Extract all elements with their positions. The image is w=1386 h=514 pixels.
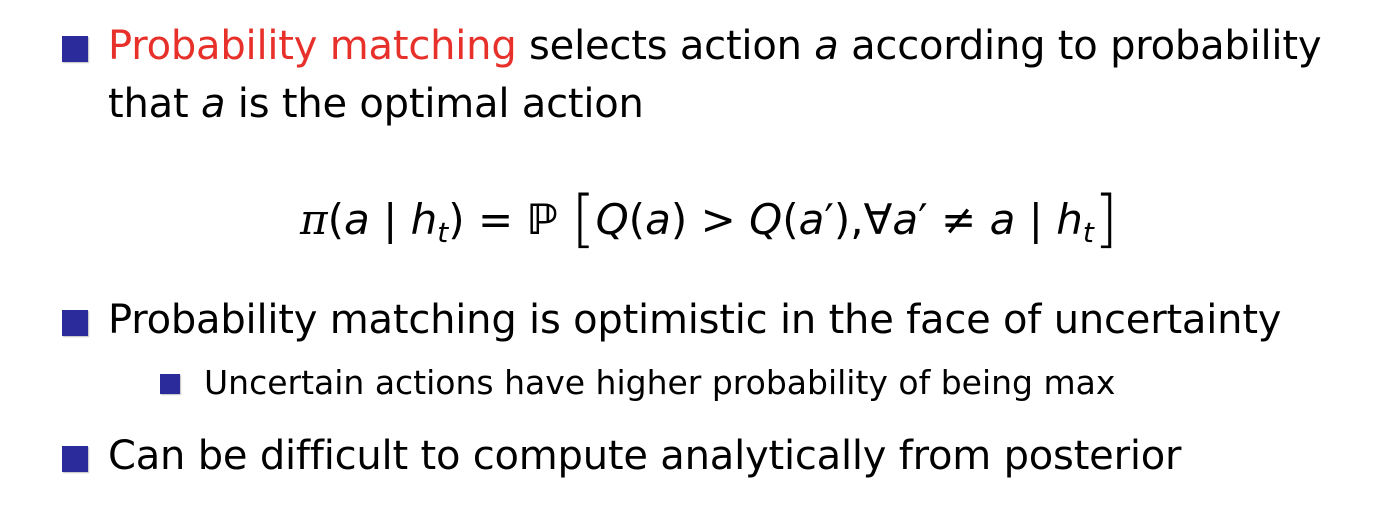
bullet-line-1 [108,18,1321,74]
bullet-text: selects action [516,23,815,69]
formula-paren: ) [833,195,851,244]
bullet-square-icon [62,36,88,62]
bullet-text: according to probability [838,23,1322,69]
formula-var: a [989,195,1016,244]
formula-var: a [344,195,370,244]
bullet-square-icon [62,446,88,472]
formula-bar: | [383,195,398,244]
sub-bullet-text: Uncertain actions have higher probability of being max [204,363,1116,402]
formula-neq: ≠ [941,195,977,244]
formula-paren: ( [782,195,799,244]
formula-var: a [798,195,825,244]
formula-var: Q [749,195,783,244]
formula-equals: = [477,195,514,244]
formula-paren: ) [670,195,688,244]
italic-variable: a [200,81,226,127]
formula-var: h [1056,195,1083,244]
highlight-term: Probability matching [108,23,517,69]
formula-var: Q [595,195,629,244]
formula-paren: ( [628,195,646,244]
bullet-text: Can be difficult to compute analytically from posterior [108,433,1182,479]
bullet-line-2 [108,76,644,132]
formula-left-bracket: [ [571,182,596,255]
bullet-square-icon [62,310,88,336]
formula-var: a [892,195,919,244]
formula-probability: ℙ [526,195,559,244]
formula-bar: | [1028,195,1043,244]
formula-comma: , [850,195,864,244]
formula-forall: ∀ [863,195,893,244]
formula-var: a [645,195,671,244]
formula-var: h [410,195,438,244]
sub-bullet-square-icon [160,374,180,394]
formula-prime: ′ [918,195,928,244]
formula-right-bracket: ] [1093,182,1119,255]
bullet-text: that [108,81,201,127]
formula-paren: ) [448,195,465,244]
formula-prime: ′ [824,195,834,244]
italic-variable: a [814,23,839,69]
formula-paren: ( [327,195,344,244]
formula-subscript: t [1082,216,1094,249]
bullet-text: Probability matching is optimistic in the face of uncertainty [108,297,1282,343]
formula-subscript: t [437,216,449,249]
formula-pi: π [300,195,328,244]
bullet-text: is the optimal action [225,81,644,127]
formula-gt: > [700,195,736,244]
formula [300,182,1119,255]
